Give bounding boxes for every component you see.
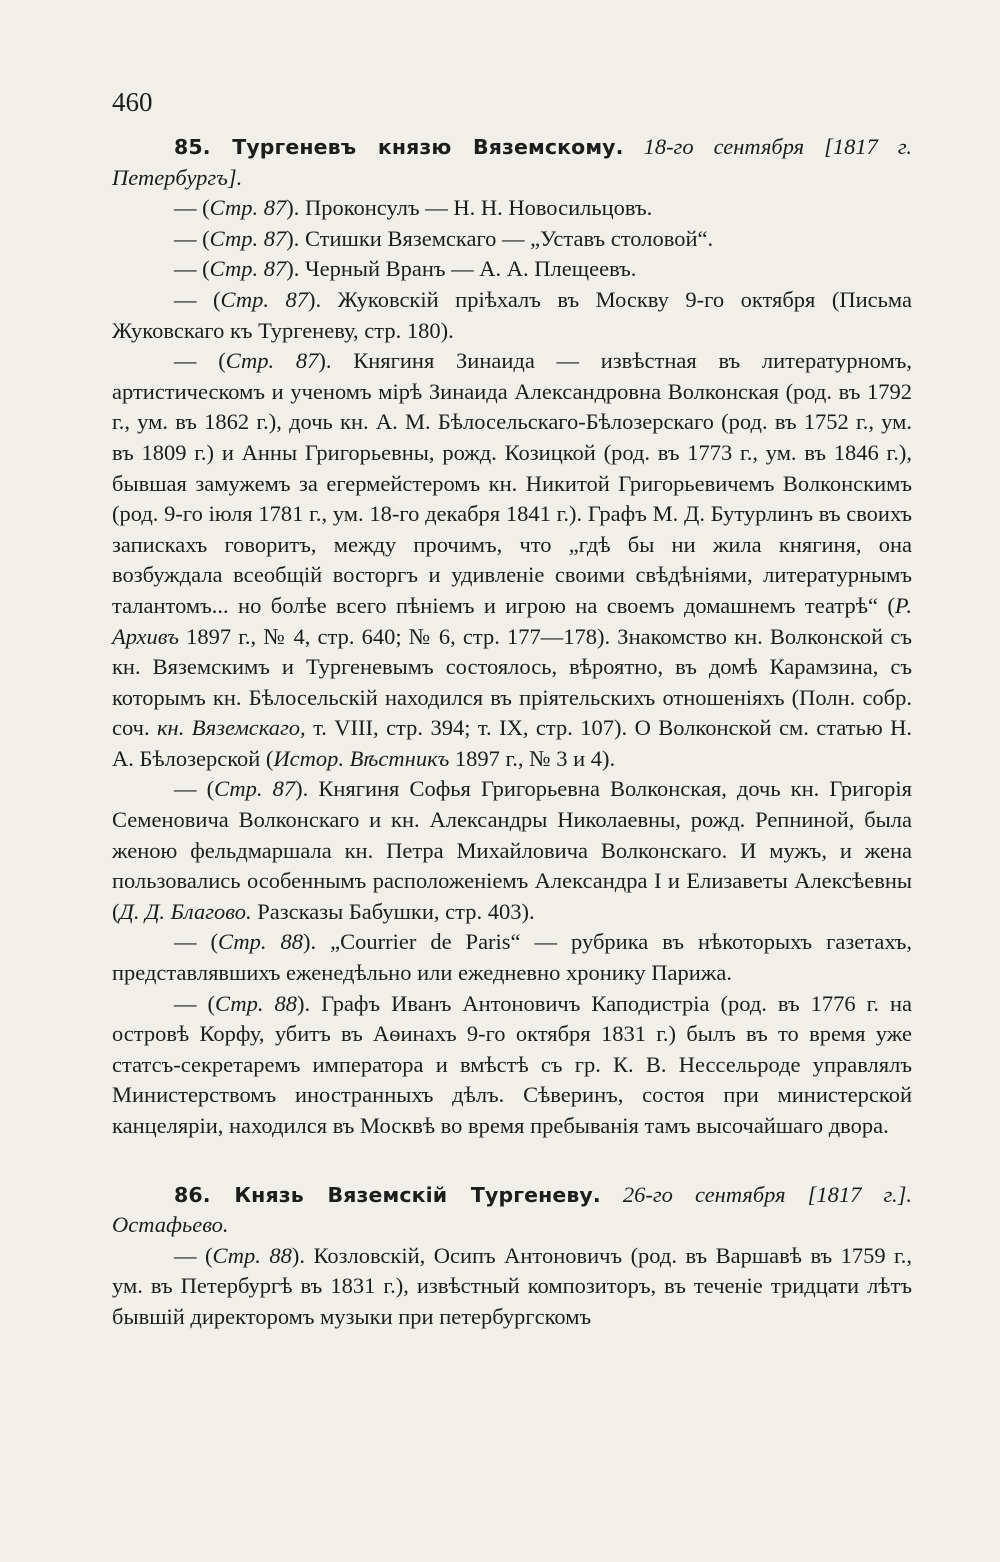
entry-86-year: [1817 г.]. bbox=[807, 1181, 913, 1207]
citation-blagovo: Д. Д. Благово. bbox=[119, 898, 252, 924]
page-ref: Стр. 88 bbox=[212, 1242, 292, 1268]
citation-istor-vestnik: Истор. Вѣстникъ bbox=[273, 745, 450, 771]
note-zhukovsky: — (Стр. 87). Жуковскій пріѣхалъ въ Москву 9-го октября (Письма Жуковскаго къ Тургеневу, стр. 180). bbox=[112, 286, 912, 343]
note-chernyi-vran: — (Стр. 87). Черный Вранъ — А. А. Плещеевъ. bbox=[174, 256, 637, 282]
page-ref: Стр. 87 bbox=[209, 225, 287, 251]
page-ref: Стр. 87 bbox=[209, 195, 287, 221]
page-ref: Стр. 87 bbox=[220, 286, 308, 312]
citation-kn-vyazemskago: кн. Вяземскаго, bbox=[157, 715, 306, 741]
citation-r-arkhiv: Р. Архивъ bbox=[112, 592, 912, 649]
page-ref: Стр. 88 bbox=[218, 929, 303, 955]
note-proconsul: — (Стр. 87). Проконсулъ — Н. Н. Новосильцовъ. bbox=[174, 195, 653, 221]
page-text bbox=[112, 132, 912, 1333]
entry-85-place: [1817 г. Петербургъ]. bbox=[112, 134, 913, 190]
note-courrier-de-paris: — (Стр. 88). „Courrier de Paris“ — рубрика въ нѣкоторыхъ газетахъ, представлявшихъ еженедѣльно или ежедневно хронику Парижа. bbox=[112, 929, 913, 986]
page-ref: Стр. 87 bbox=[225, 348, 319, 374]
section-gap bbox=[112, 1142, 912, 1180]
entry-85-heading bbox=[112, 132, 912, 193]
entry-86-date: 26-го сентября bbox=[622, 1181, 786, 1207]
note-kozlovsky: — (Стр. 88). Козловскій, Осипъ Антоновичъ (род. въ Варшавѣ въ 1759 г., ум. въ Петербургѣ въ 1831 г.), извѣстный композиторъ, въ теченіе тридцати лѣтъ бывшій директоромъ музыки при петербургскомъ bbox=[112, 1242, 912, 1329]
entry-86-heading bbox=[112, 1180, 912, 1241]
note-stishki: — (Стр. 87). Стишки Вяземскаго — „Уставъ столовой“. bbox=[174, 225, 714, 251]
note-volkonskaya-sofya: — (Стр. 87). Княгиня Софья Григорьевна Волконская, дочь кн. Григорія Семеновича Волконскаго и кн. Александры Николаевны, рожд. Репниной, была женою фельдмаршала кн. Петра Михайловича Волконскаго. И мужъ, и жена пользовались особеннымъ расположеніемъ Александра I и Елизаветы Алексѣевны (Д. Д. Благово. Разсказы Бабушки, стр. 403). bbox=[112, 776, 912, 924]
entry-86-title: 86. Князь Вяземскій Тургеневу. bbox=[174, 1182, 601, 1207]
page-ref: Стр. 88 bbox=[215, 990, 297, 1016]
entry-85-title: 85. Тургеневъ князю Вяземскому. bbox=[174, 135, 624, 159]
entry-86-place: Остафьево. bbox=[112, 1212, 229, 1238]
page-ref: Стр. 87 bbox=[209, 256, 287, 282]
page-number: 460 bbox=[112, 87, 153, 117]
note-volkonskaya-zinaida: — (Стр. 87). Княгиня Зинаида — извѣстная въ литературномъ, артистическомъ и ученомъ мірѣ Зинаида Александровна Волконская (род. въ 1792 г., ум. въ 1862 г.), дочь кн. А. М. Бѣлосельскаго-Бѣлозерскаго (род. въ 1752 г., ум. въ 1809 г.) и Анны Григорьевны, рожд. Козицкой (род. въ 1773 г., ум. въ 1846 г.), бывшая замужемъ за егермейстеромъ кн. Никитой Григорьевичемъ Волконскимъ (род. 9-го іюля 1781 г., ум. 18-го декабря 1841 г.). Графъ М. Д. Бутурлинъ въ своихъ запискахъ говоритъ, между прочимъ, что „гдѣ бы ни жила княгиня, она возбуждала всеобщій восторгъ и удивленіе своими свѣдѣніями, литературнымъ талантомъ... но болѣе всего пѣніемъ и игрою на своемъ домашнемъ театрѣ“ (Р. Архивъ 1897 г., № 4, стр. 640; № 6, стр. 177—178). Знакомство кн. Волконской съ кн. Вяземскимъ и Тургеневымъ состоялось, вѣроятно, въ домѣ Карамзина, съ которымъ кн. Бѣлосельскій находился въ пріятельскихъ отношеніяхъ (Полн. собр. соч. кн. Вяземскаго, т. VIII, стр. 394; т. IX, стр. 107). О Волконской см. статью Н. А. Бѣлозерской (Истор. Вѣстникъ 1897 г., № 3 и 4). bbox=[112, 348, 912, 771]
entry-85-date: 18-го сентября bbox=[643, 134, 805, 159]
note-kapodistria: — (Стр. 88). Графъ Иванъ Антоновичъ Каподистріа (род. въ 1776 г. на островѣ Корфу, убитъ въ Аѳинахъ 9-го октября 1831 г.) былъ въ то время уже статсъ-секретаремъ императора и вмѣстѣ съ гр. К. В. Нессельроде управлялъ Министерствомъ иностранныхъ дѣлъ. Сѣверинъ, состоя при министерской канцеляріи, находился въ Москвѣ во время пребыванія тамъ высочайшаго двора. bbox=[112, 990, 912, 1138]
page-ref: Стр. 87 bbox=[214, 776, 296, 802]
